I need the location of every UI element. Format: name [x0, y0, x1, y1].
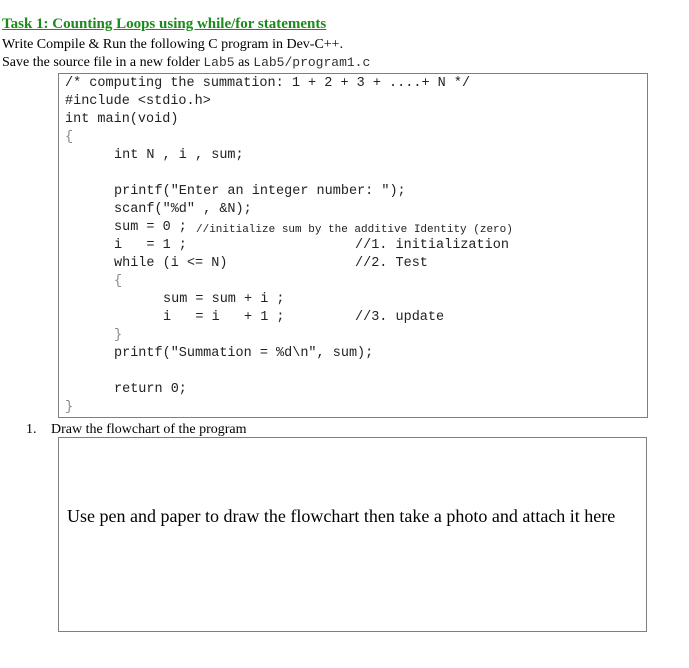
code-return-line: return 0;	[114, 382, 187, 397]
code-scanf-line: scanf("%d" , &N);	[114, 202, 252, 217]
code-close-brace: }	[65, 400, 74, 415]
question-text: Draw the flowchart of the program	[51, 422, 247, 437]
file-path: Lab5/program1.c	[253, 55, 371, 70]
code-sum-update-line: sum = sum + i ;	[163, 292, 285, 307]
code-while-close-brace: }	[114, 328, 123, 343]
instruction-save-mid: as	[234, 55, 254, 70]
code-while-line: while (i <= N)	[114, 256, 228, 271]
code-sum-init-line: sum = 0 ;	[114, 220, 187, 235]
code-update-comment: //3. update	[355, 310, 445, 325]
instruction-compile-run: Write Compile & Run the following C program in Dev-C++.	[2, 37, 344, 52]
flowchart-answer-box[interactable]	[58, 437, 647, 632]
folder-name: Lab5	[203, 55, 235, 70]
instruction-save-file	[2, 55, 370, 71]
code-listing-box	[58, 73, 648, 418]
code-test-comment: //2. Test	[355, 256, 428, 271]
code-printf-prompt-line: printf("Enter an integer number: ");	[114, 184, 406, 199]
task-title: Task 1: Counting Loops using while/for statements	[2, 16, 327, 32]
code-comment-line: /* computing the summation: 1 + 2 + 3 + ....+ N */	[65, 76, 471, 91]
code-sum-init-comment: //initialize sum by the additive Identity (zero)	[196, 224, 513, 236]
instruction-save-prefix: Save the source file in a new folder	[2, 55, 204, 70]
code-printf-result-line: printf("Summation = %d\n", sum);	[114, 346, 374, 361]
code-open-brace: {	[65, 130, 74, 145]
code-initialization-comment: //1. initialization	[355, 238, 509, 253]
code-i-update-line: i = i + 1 ;	[163, 310, 285, 325]
question-number: 1.	[26, 422, 37, 437]
answer-box-instruction: Use pen and paper to draw the flowchart then take a photo and attach it here	[67, 506, 616, 526]
code-i-init-line: i = 1 ;	[114, 238, 187, 253]
code-include-line: #include <stdio.h>	[65, 94, 211, 109]
code-main-line: int main(void)	[65, 112, 179, 127]
code-while-open-brace: {	[114, 274, 123, 289]
code-declaration-line: int N , i , sum;	[114, 148, 244, 163]
